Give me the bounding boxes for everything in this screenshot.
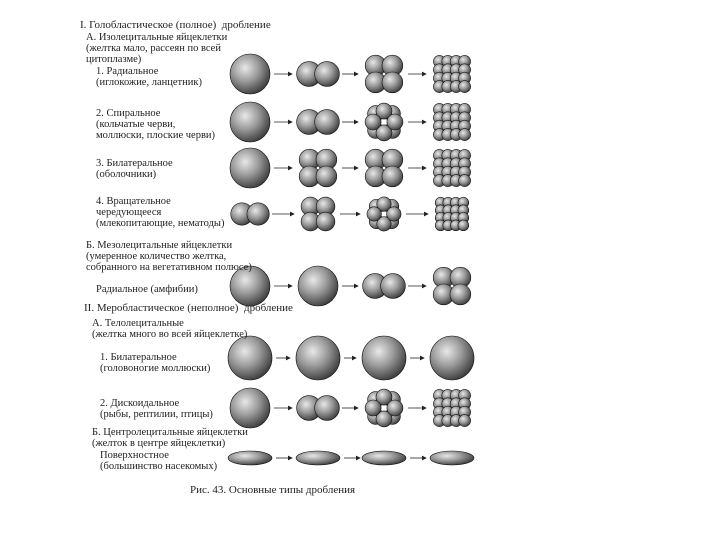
row-label-discoidal: 2. Дискоидальное (рыбы, рептилии, птицы) [100, 398, 213, 420]
spiral-stage2-cell [315, 110, 340, 135]
group-centrolecithal: Б. Центролецитальные яйцеклетки (желток в центре яйцеклетки) [92, 427, 248, 449]
discoidal-stage16-cell [459, 415, 471, 427]
cephalopod-stage1-cell [228, 336, 272, 380]
row-label-superficial: Поверхностное (большинство насекомых) [100, 450, 218, 472]
spiral-stage8-cell [365, 114, 381, 130]
discoidal-stage8-cell [365, 400, 381, 416]
superficial-stage1-egg [228, 451, 272, 465]
row-label-radial: 1. Радиальное (иглокожие, ланцетник) [96, 66, 202, 88]
spiral-stage16-cell [459, 129, 471, 141]
heading-holoblastic: I. Голобластическое (полное) дробление [80, 19, 271, 31]
amphibian-stage1-cell [298, 266, 338, 306]
cephalopod-stage1-cell [296, 336, 340, 380]
spiral-stage8-cell [387, 114, 403, 130]
rotational-stage4-cell [316, 212, 335, 231]
rotational-stage8-cell [387, 207, 401, 221]
rotational-stage2-cell [247, 203, 269, 225]
group-telolecithal: А. Телолецитальные (желтка много во всей яйцеклетке) [92, 318, 248, 340]
row-label-cephalopod: 1. Билатеральное (головоногие моллюски) [100, 352, 211, 374]
rotational-stage16-cell [458, 220, 469, 231]
row-label-rotational: 4. Вращательное чередующееся (млекопитающие, нематоды) [96, 196, 225, 229]
row-label-spiral: 2. Спиральное (кольчатые черви, моллюски, плоские черви) [96, 108, 216, 141]
row-label-bilateral: 3. Билатеральное (оболочники) [96, 158, 173, 180]
bilateral-stage1-cell [230, 148, 270, 188]
spiral-stage1-cell [230, 102, 270, 142]
superficial-stage2-egg [296, 451, 340, 465]
cephalopod-stage1-cell [362, 336, 406, 380]
group-mesolecithal: Б. Мезолецитальные яйцеклетки (умеренное количество желтка, собранного на вегетативном полюсе) [86, 240, 252, 273]
bilateral-stage16-cell [459, 175, 471, 187]
radial-stage16-cell [459, 81, 471, 93]
discoidal-stage1-cell [230, 388, 270, 428]
discoidal-stage2-cell [315, 396, 340, 421]
superficial-stage4-egg [430, 451, 474, 465]
bilateral-stage4-cell [316, 166, 337, 187]
discoidal-stage8-cell [387, 400, 403, 416]
heading-meroblastic: II. Меробластическое (неполное) дробление [84, 302, 293, 314]
radial-stage4-cell [382, 72, 403, 93]
amphibian-stage2-cell [381, 274, 406, 299]
figure-caption: Рис. 43. Основные типы дробления [190, 484, 356, 496]
cephalopod-stage1-cell [430, 336, 474, 380]
bilateral-stage4-cell [382, 166, 403, 187]
rotational-stage8-cell [367, 207, 381, 221]
superficial-stage3-egg [362, 451, 406, 465]
radial-stage2-cell [315, 62, 340, 87]
group-isolecithal: А. Изолецитальные яйцеклетки (желтка мало, рассеян по всей цитоплазме) [86, 32, 228, 65]
amphibian-stage4-cell [450, 284, 471, 305]
radial-stage1-cell [230, 54, 270, 94]
row-label-amphibian: Радиальное (амфибии) [96, 284, 198, 295]
